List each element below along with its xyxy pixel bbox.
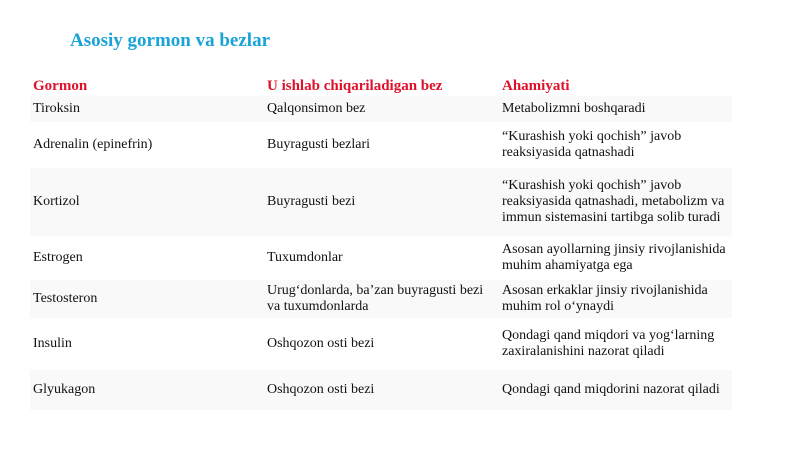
table-header-row — [30, 76, 732, 96]
cell-importance: Asosan ayollarning jinsiy rivojlanishida muhim ahamiyatga ega — [499, 236, 732, 280]
cell-importance: Qondagi qand miqdori va yog‘larning zaxiralanishini nazorat qiladi — [499, 318, 732, 370]
cell-gland: Buyragusti bezlari — [264, 122, 499, 168]
cell-hormone: Testosteron — [30, 280, 264, 318]
cell-gland: Tuxumdonlar — [264, 236, 499, 280]
cell-hormone: Tiroksin — [30, 96, 264, 122]
cell-gland: Buyragusti bezi — [264, 168, 499, 236]
table-row — [30, 236, 732, 280]
cell-gland: Urug‘donlarda, ba’zan buyragusti bezi va tuxumdonlarda — [264, 280, 499, 318]
cell-importance: Metabolizmni boshqaradi — [499, 96, 732, 122]
cell-hormone: Glyukagon — [30, 370, 264, 410]
cell-hormone: Kortizol — [30, 168, 264, 236]
cell-hormone: Estrogen — [30, 236, 264, 280]
cell-hormone: Insulin — [30, 318, 264, 370]
table-row — [30, 96, 732, 122]
cell-hormone: Adrenalin (epinefrin) — [30, 122, 264, 168]
cell-gland: Oshqozon osti bezi — [264, 318, 499, 370]
header-hormone: Gormon — [33, 78, 88, 94]
header-importance: Ahamiyati — [502, 78, 570, 94]
table-row — [30, 122, 732, 168]
table-row — [30, 318, 732, 370]
table-row — [30, 280, 732, 318]
table-row — [30, 168, 732, 236]
header-gland: U ishlab chiqariladigan bez — [267, 78, 443, 94]
cell-importance: Qondagi qand miqdorini nazorat qiladi — [499, 370, 732, 410]
hormone-table — [30, 76, 732, 410]
cell-importance: “Kurashish yoki qochish” javob reaksiyasida qatnashadi — [499, 122, 732, 168]
cell-gland: Qalqonsimon bez — [264, 96, 499, 122]
cell-gland: Oshqozon osti bezi — [264, 370, 499, 410]
cell-importance: Asosan erkaklar jinsiy rivojlanishida muhim rol o‘ynaydi — [499, 280, 732, 318]
cell-importance: “Kurashish yoki qochish” javob reaksiyasida qatnashadi, metabolizm va immun sistemasini tartibga solib turadi — [499, 168, 732, 236]
page-title: Asosiy gormon va bezlar — [70, 30, 271, 51]
table-row — [30, 370, 732, 410]
